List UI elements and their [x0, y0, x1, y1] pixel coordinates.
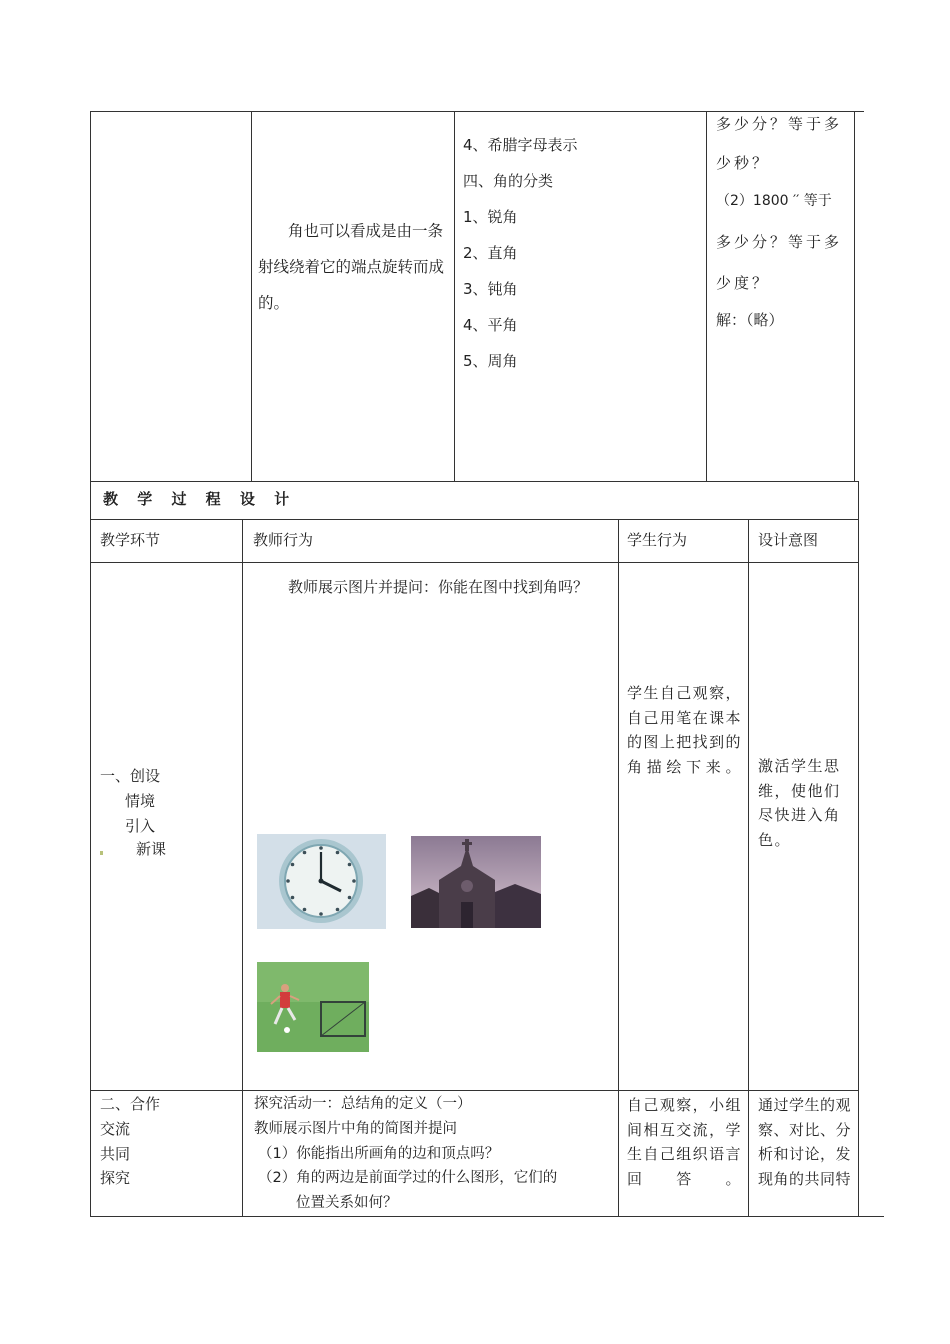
activity-line: 探究活动一：总结角的定义（一） — [254, 1096, 472, 1112]
exercise-line: 解：（略） — [716, 311, 784, 329]
list-item: 5、周角 — [463, 352, 518, 370]
list-item: 4、平角 — [463, 316, 518, 334]
exercise-line: 多少分？等于多 — [716, 115, 843, 133]
clock-image — [257, 834, 386, 929]
stage-line: 一、创设 — [100, 767, 161, 785]
stage-line: 共同 — [100, 1145, 131, 1163]
activity-line: （2）角的两边是前面学过的什么图形，它们的 — [258, 1170, 558, 1186]
student-observe-text: 学生自己观察，自己用笔在课本的图上把找到的角描绘下来。 — [627, 684, 741, 776]
activity-line: 位置关系如何？ — [296, 1195, 398, 1211]
header-student: 学生行为 — [627, 531, 688, 549]
list-item: 四、角的分类 — [463, 172, 554, 190]
header-intent: 设计意图 — [758, 531, 819, 549]
exercise-line: 少度？ — [716, 274, 771, 292]
list-item: 4、希腊字母表示 — [463, 136, 578, 154]
stage-line: 二、合作 — [100, 1095, 161, 1113]
header-teacher: 教师行为 — [253, 531, 314, 549]
list-item: 1、锐角 — [463, 208, 518, 226]
soccer-image — [257, 962, 369, 1052]
teacher-question-text: 教师展示图片并提问：你能在图中找到角吗？ — [288, 578, 589, 596]
design-table-title: 教 学 过 程 设 计 — [103, 490, 292, 508]
exercise-line: 多少分？等于多 — [716, 233, 843, 251]
activity-line: （1）你能指出所画角的边和顶点吗？ — [258, 1146, 500, 1162]
intent-compare-text: 通过学生的观察、对比、分析和讨论，发现角的共同特 — [758, 1096, 851, 1188]
angle-rotation-text: 角也可以看成是由一条射线绕着它的端点旋转而成的。 — [258, 222, 445, 312]
bullet-mark — [100, 851, 103, 855]
stage-line: 情境 — [125, 792, 156, 810]
stage-line: 交流 — [100, 1120, 131, 1138]
activity-line: 教师展示图片中角的简图并提问 — [254, 1121, 457, 1137]
church-image — [411, 836, 541, 928]
student-discuss-text: 自己观察，小组间相互交流，学生自己组织语言回答。 — [627, 1096, 741, 1188]
exercise-line: （2）1800 ′′ 等于 — [716, 193, 832, 209]
intent-activate-text: 激活学生思维，使他们尽快进入角色。 — [758, 757, 841, 849]
header-stage: 教学环节 — [100, 531, 161, 549]
exercise-line: 少秒？ — [716, 154, 771, 172]
list-item: 3、钝角 — [463, 280, 518, 298]
list-item: 2、直角 — [463, 244, 518, 262]
stage-line: 新课 — [136, 840, 167, 858]
stage-line: 探究 — [100, 1169, 131, 1187]
stage-line: 引入 — [125, 817, 156, 835]
